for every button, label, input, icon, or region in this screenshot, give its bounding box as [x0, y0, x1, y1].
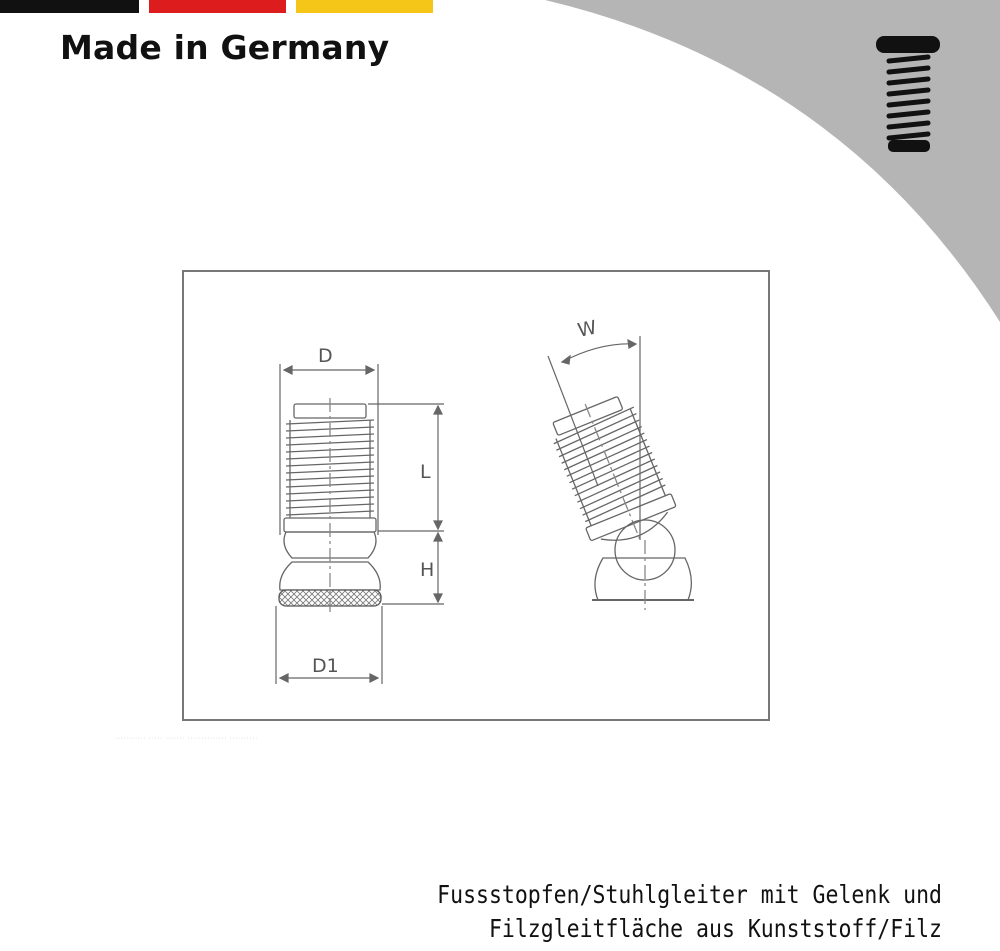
straight-glider-view	[279, 398, 381, 612]
drawing-footnote: ··········· ····· ······· ·············· ··········	[115, 735, 258, 742]
dimension-label-l: L	[420, 461, 431, 483]
dimension-label-w: W	[575, 316, 599, 342]
caption-line-2: Filzgleitfläche aus Kunststoff/Filz	[488, 914, 942, 943]
dimension-label-h: H	[420, 559, 435, 581]
tilted-glider-view	[543, 387, 694, 610]
product-caption	[437, 878, 942, 946]
headline-made-in-germany: Made in Germany	[60, 28, 390, 67]
dimension-label-d1: D1	[312, 655, 339, 677]
tilted-foot	[595, 558, 691, 600]
drawing-frame	[183, 271, 769, 720]
tilted-thread	[543, 387, 683, 556]
straight-dimensions	[276, 364, 444, 684]
caption-line-1: Fussstopfen/Stuhlgleiter mit Gelenk und	[437, 880, 942, 909]
dimension-label-d: D	[318, 345, 333, 367]
